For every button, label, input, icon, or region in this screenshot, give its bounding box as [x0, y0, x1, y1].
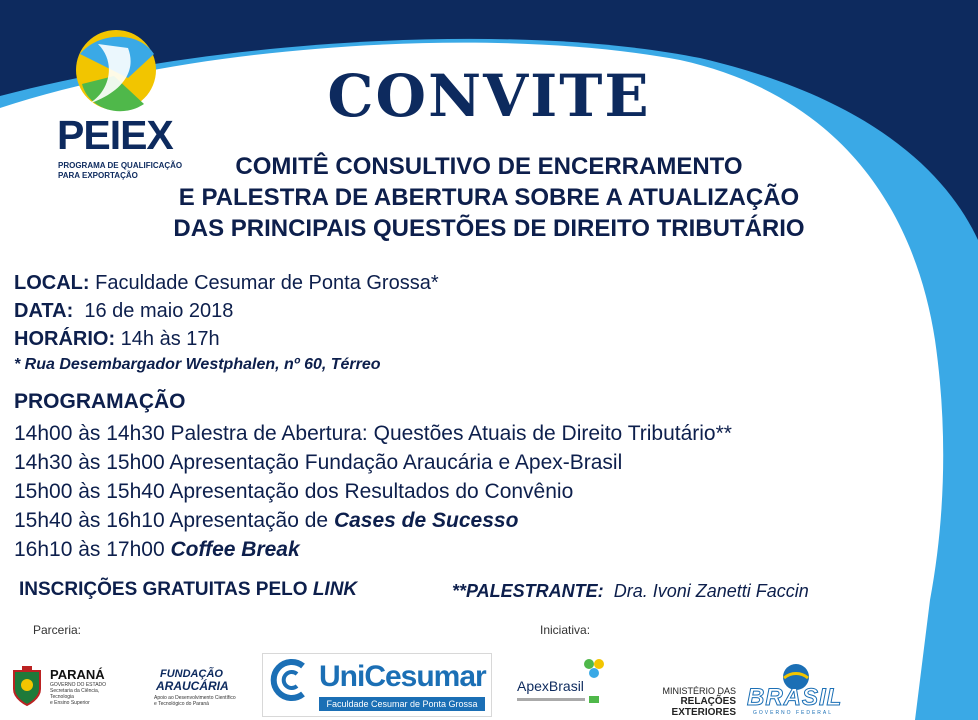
local-row — [14, 269, 439, 297]
program-list — [14, 419, 732, 564]
local-label: LOCAL: — [14, 272, 90, 294]
unicesumar-symbol-icon — [269, 658, 317, 702]
time-value: 14h às 17h — [120, 328, 220, 350]
partnership-label: Parceria: — [33, 623, 82, 637]
araucaria-sub2: e Tecnológico do Paraná — [154, 701, 209, 707]
unicesumar-subtitle: Faculdade Cesumar de Ponta Grossa — [319, 697, 485, 711]
program-item-time: 14h00 às 14h30 — [14, 422, 165, 445]
parana-logo — [10, 665, 118, 709]
program-item-text: Apresentação dos Resultados do Convênio — [169, 480, 574, 503]
event-details — [14, 269, 439, 353]
program-item — [14, 506, 732, 535]
araucaria-subtitle — [154, 695, 236, 707]
program-item-time: 14h30 às 15h00 — [14, 451, 165, 474]
mre-line1: MINISTÉRIO DAS — [662, 686, 736, 696]
brasil-subtitle: GOVERNO FEDERAL — [753, 710, 834, 716]
parana-subtitle — [50, 682, 118, 706]
peiex-subtitle-line2: PARA EXPORTAÇÃO — [58, 171, 138, 180]
program-item — [14, 477, 732, 506]
local-value: Faculdade Cesumar de Ponta Grossa* — [95, 272, 439, 294]
brasil-logo — [747, 662, 852, 714]
brazil-flag-icon — [589, 696, 599, 703]
program-heading: PROGRAMAÇÃO — [14, 390, 186, 413]
event-title-line1: COMITÊ CONSULTIVO DE ENCERRAMENTO — [235, 153, 743, 180]
peiex-subtitle-line1: PROGRAMA DE QUALIFICAÇÃO — [58, 161, 183, 170]
time-row — [14, 325, 439, 353]
page-title: CONVITE — [327, 62, 651, 130]
speaker-name: Dra. Ivoni Zanetti Faccin — [613, 581, 809, 601]
date-value: 16 de maio 2018 — [84, 300, 234, 322]
parana-name: PARANÁ — [50, 667, 105, 682]
araucaria-sub1: Apoio ao Desenvolvimento Científico — [154, 695, 236, 701]
event-title — [0, 151, 978, 244]
program-item — [14, 448, 732, 477]
unicesumar-logo — [262, 653, 492, 717]
speaker-info — [452, 581, 809, 602]
araucaria-line2: ARAUCÁRIA — [156, 679, 229, 693]
initiative-label: Iniciativa: — [540, 623, 591, 637]
apexbrasil-logo — [515, 656, 610, 712]
program-item-text: Apresentação de — [169, 509, 334, 532]
mre-line2: RELAÇÕES EXTERIORES — [671, 696, 736, 718]
parana-sub2: Secretaria da Ciência, Tecnologia — [50, 688, 100, 700]
registration-link[interactable]: LINK — [312, 579, 358, 600]
apex-divider — [517, 698, 585, 701]
apex-symbol-icon — [581, 656, 607, 682]
program-item-text: Apresentação Fundação Araucária e Apex-Brasil — [169, 451, 623, 474]
program-item-italic: Cases de Sucesso — [333, 509, 519, 532]
date-row — [14, 297, 439, 325]
registration-text — [19, 579, 357, 601]
araucaria-logo — [150, 668, 240, 712]
registration-label: INSCRIÇÕES GRATUITAS PELO — [19, 579, 313, 600]
program-item-time: 15h40 às 16h10 — [14, 509, 165, 532]
araucaria-line1: FUNDAÇÃO — [160, 668, 223, 680]
parana-sub1: GOVERNO DO ESTADO — [50, 682, 107, 688]
program-item-text: Palestra de Abertura: Questões Atuais de Direito Tributário** — [170, 422, 732, 445]
program-item-italic: Coffee Break — [170, 538, 300, 561]
mre-logo — [616, 686, 736, 718]
parana-sub3: e Ensino Superior — [50, 700, 90, 706]
peiex-logo-word: PEIEX — [57, 112, 173, 158]
program-item — [14, 419, 732, 448]
parana-crest-icon — [10, 665, 44, 707]
date-label: DATA: — [14, 300, 74, 322]
program-item-time: 16h10 às 17h00 — [14, 538, 165, 561]
brasil-name: BRASIL — [747, 684, 843, 711]
event-title-line3: DAS PRINCIPAIS QUESTÕES DE DIREITO TRIBUTÁRIO — [173, 215, 805, 242]
speaker-label: **PALESTRANTE: — [452, 581, 604, 601]
apex-name: ApexBrasil — [517, 678, 584, 694]
event-title-line2: E PALESTRA DE ABERTURA SOBRE A ATUALIZAÇÃO — [178, 184, 800, 211]
program-item-time: 15h00 às 15h40 — [14, 480, 165, 503]
unicesumar-name: UniCesumar — [319, 660, 486, 693]
program-item — [14, 535, 732, 564]
address-note: * Rua Desembargador Westphalen, nº 60, Térreo — [14, 356, 381, 373]
time-label: HORÁRIO: — [14, 328, 116, 350]
